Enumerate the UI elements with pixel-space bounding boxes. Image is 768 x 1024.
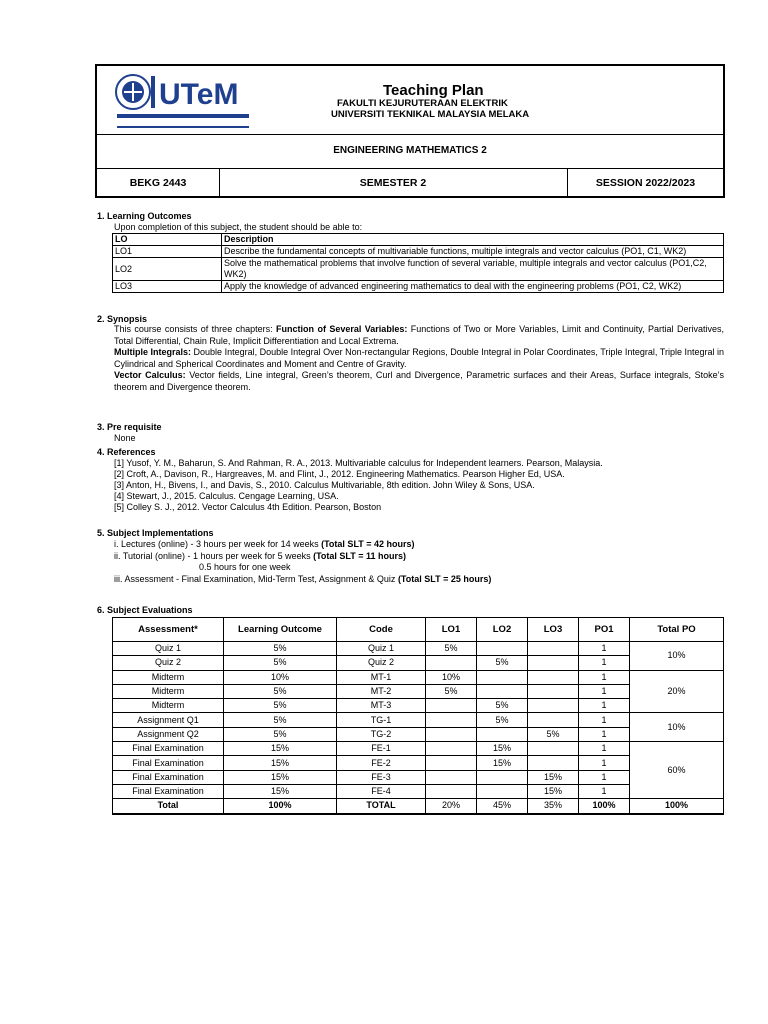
cell-po1: 1 [579,770,630,784]
implementation-lectures: i. Lectures (online) - 3 hours per week for 14 weeks [114,539,322,549]
implementation-item [114,574,724,586]
cell-learning-outcome: 5% [224,699,337,713]
cell-learning-outcome: 5% [224,656,337,670]
lo-code: LO3 [113,281,222,293]
cell-lo3 [528,756,579,770]
cell-lo1: 5% [426,684,477,698]
description-column-header: Description [222,234,724,246]
cell-total-po: 20% [630,670,724,713]
col-assessment: Assessment* [113,618,224,642]
cell-total-lo1: 20% [426,799,477,814]
cell-assessment: Midterm [113,699,224,713]
cell-lo2 [477,684,528,698]
cell-total-po1: 100% [579,799,630,814]
implementation-item [114,539,724,551]
cell-po1: 1 [579,784,630,798]
cell-learning-outcome: 5% [224,642,337,656]
faculty-name: FAKULTI KEJURUTERAAN ELEKTRIK [337,98,508,109]
cell-lo2 [477,670,528,684]
cell-lo2 [477,770,528,784]
synopsis-chapter-3-title: Vector Calculus: [114,370,186,380]
cell-po1: 1 [579,727,630,741]
implementation-assessment-slt: (Total SLT = 25 hours) [397,573,492,584]
cell-lo2 [477,784,528,798]
cell-code: MT-1 [337,670,426,684]
implementations-list [114,539,724,585]
cell-total-po: 10% [630,642,724,671]
table-total-row [113,799,724,814]
session: SESSION 2022/2023 [595,177,696,189]
cell-code: MT-2 [337,684,426,698]
reference-item: [2] Croft, A., Davison, R., Hargreaves, M. and Flint, J., 2012. Engineering Mathematics. Pearson Higher Ed, USA. [114,469,565,479]
cell-lo1 [426,756,477,770]
section-references-heading: 4. References [97,447,156,457]
cell-po1: 1 [579,670,630,684]
cell-lo1 [426,770,477,784]
cell-lo3: 5% [528,727,579,741]
cell-total-po: 10% [630,713,724,742]
learning-outcomes-table [112,233,724,293]
synopsis-chapter-1-text: Functions of Two or More Variables, Limit and Continuity, Partial Derivatives, Total Differential, Chain Rule, Implicit Differentiation and Local Extrema. [114,324,724,346]
implementation-assessment: iii. Assessment - Final Examination, Mid-Term Test, Assignment & Quiz [114,573,398,584]
lo-description: Solve the mathematical problems that involve function of several variable, multiple integrals and vector calculus (PO1,C2, WK2) [222,258,724,281]
reference-item: [3] Anton, H., Bivens, I., and Davis, S., 2010. Calculus Multivariable, 8th edition. John Wiley & Sons, USA. [114,480,535,490]
document-header [95,64,725,198]
synopsis-chapter-2-text: Double Integral, Double Integral Over Non-rectangular Regions, Double Integral in Polar Coordinates, Triple Integral, Triple Integral in Cylindrical and Spherical Coordinates and Moment and Centre of Gravity. [114,347,724,369]
cell-lo2: 5% [477,699,528,713]
lo-column-header: LO [113,234,222,246]
learning-outcomes-intro: Upon completion of this subject, the student should be able to: [114,222,363,232]
cell-lo3 [528,656,579,670]
header-top [97,66,723,135]
cell-lo3: 15% [528,784,579,798]
synopsis-chapter-3-text: Vector fields, Line integral, Green’s theorem, Curl and Divergence, Parametric surfaces and their Areas, Surface integrals, Stoke’s theorem and Divergence theorem. [114,370,724,392]
cell-total-po: 60% [630,742,724,799]
cell-lo1 [426,699,477,713]
implementation-item: 0.5 hours for one week [199,562,291,572]
col-po1: PO1 [579,618,630,642]
cell-code: TG-1 [337,713,426,727]
col-learning-outcome: Learning Outcome [224,618,337,642]
cell-total-lo2: 45% [477,799,528,814]
subject-info-row [97,169,723,198]
svg-text:UTeM: UTeM [159,78,239,111]
col-lo3: LO3 [528,618,579,642]
table-row [113,742,724,756]
lo-code: LO2 [113,258,222,281]
implementation-lectures-slt: (Total SLT = 42 hours) [321,539,415,549]
cell-lo1: 5% [426,642,477,656]
cell-code: MT-3 [337,699,426,713]
cell-lo1 [426,713,477,727]
section-prerequisite-heading: 3. Pre requisite [97,422,162,432]
cell-lo1 [426,742,477,756]
cell-lo3 [528,699,579,713]
synopsis-text [114,324,724,393]
cell-lo2: 5% [477,713,528,727]
university-name: UNIVERSITI TEKNIKAL MALAYSIA MELAKA [331,109,530,120]
page-title: Teaching Plan [383,82,484,99]
col-lo2: LO2 [477,618,528,642]
cell-lo3 [528,713,579,727]
subject-code: BEKG 2443 [97,169,220,198]
cell-learning-outcome: 10% [224,670,337,684]
cell-lo2: 15% [477,756,528,770]
cell-code: FE-3 [337,770,426,784]
cell-learning-outcome: 5% [224,713,337,727]
cell-po1: 1 [579,684,630,698]
cell-assessment: Final Examination [113,742,224,756]
cell-code: Quiz 1 [337,642,426,656]
cell-learning-outcome: 5% [224,727,337,741]
semester: SEMESTER 2 [219,169,568,198]
section-synopsis-heading: 2. Synopsis [97,314,148,324]
section-learning-outcomes-heading: 1. Learning Outcomes [97,211,192,221]
cell-code: FE-4 [337,784,426,798]
references-list [114,458,724,513]
cell-total-total-po: 100% [630,799,724,814]
cell-po1: 1 [579,713,630,727]
lo-description: Apply the knowledge of advanced engineering mathematics to deal with the engineering problems (PO1, C2, WK2) [222,281,724,293]
lo-code: LO1 [113,246,222,258]
cell-lo2: 5% [477,656,528,670]
cell-assessment: Midterm [113,684,224,698]
cell-lo1 [426,784,477,798]
table-row [113,281,724,293]
lo-description: Describe the fundamental concepts of multivariable functions, multiple integrals and vector calculus (PO1, C1, WK2) [222,246,724,258]
cell-total-label: Total [113,799,224,814]
cell-lo2 [477,642,528,656]
cell-assessment: Quiz 1 [113,642,224,656]
table-row [113,642,724,656]
synopsis-chapter-1-title: Function of Several Variables: [276,324,408,334]
table-row [113,713,724,727]
cell-lo3 [528,742,579,756]
col-lo1: LO1 [426,618,477,642]
cell-total-lo3: 35% [528,799,579,814]
synopsis-intro: This course consists of three chapters: [114,324,277,334]
cell-lo1: 10% [426,670,477,684]
cell-po1: 1 [579,756,630,770]
implementation-tutorial: ii. Tutorial (online) - 1 hours per week for 5 weeks [114,550,314,561]
cell-code: Quiz 2 [337,656,426,670]
cell-po1: 1 [579,699,630,713]
table-row [113,670,724,684]
cell-learning-outcome: 15% [224,770,337,784]
cell-total-learning-outcome: 100% [224,799,337,814]
cell-po1: 1 [579,742,630,756]
section-implementations-heading: 5. Subject Implementations [97,528,214,538]
cell-lo2 [477,727,528,741]
cell-assessment: Final Examination [113,756,224,770]
table-header-row [113,618,724,642]
synopsis-chapter-2-title: Multiple Integrals: [114,347,192,357]
implementation-tutorial-slt: (Total SLT = 11 hours) [313,550,407,561]
evaluations-table [112,617,724,815]
cell-lo2: 15% [477,742,528,756]
reference-item: [5] Colley S. J., 2012. Vector Calculus 4th Edition. Pearson, Boston [114,502,382,512]
cell-lo3 [528,642,579,656]
utem-logo [113,70,253,132]
cell-assessment: Final Examination [113,770,224,784]
cell-assessment: Midterm [113,670,224,684]
table-row [113,246,724,258]
subject-name: ENGINEERING MATHEMATICS 2 [97,134,723,169]
cell-po1: 1 [579,642,630,656]
cell-code: TG-2 [337,727,426,741]
cell-learning-outcome: 15% [224,742,337,756]
cell-learning-outcome: 15% [224,756,337,770]
cell-learning-outcome: 5% [224,684,337,698]
implementation-item [114,551,724,563]
reference-item: [4] Stewart, J., 2015. Calculus. Cengage Learning, USA. [114,491,339,501]
cell-assessment: Final Examination [113,784,224,798]
cell-learning-outcome: 15% [224,784,337,798]
cell-code: FE-2 [337,756,426,770]
cell-assessment: Quiz 2 [113,656,224,670]
cell-lo1 [426,656,477,670]
cell-po1: 1 [579,656,630,670]
section-evaluations-heading: 6. Subject Evaluations [97,605,193,615]
reference-item: [1] Yusof, Y. M., Baharun, S. And Rahman, R. A., 2013. Multivariable calculus for Independent learners. Pearson, Malaysia. [114,458,603,468]
cell-lo1 [426,727,477,741]
cell-code: FE-1 [337,742,426,756]
cell-lo3 [528,684,579,698]
table-row [113,258,724,281]
cell-lo3 [528,670,579,684]
col-total-po: Total PO [630,618,724,642]
cell-assessment: Assignment Q1 [113,713,224,727]
cell-total-code: TOTAL [337,799,426,814]
cell-assessment: Assignment Q2 [113,727,224,741]
cell-lo3: 15% [528,770,579,784]
col-code: Code [337,618,426,642]
prerequisite-text: None [114,433,136,443]
